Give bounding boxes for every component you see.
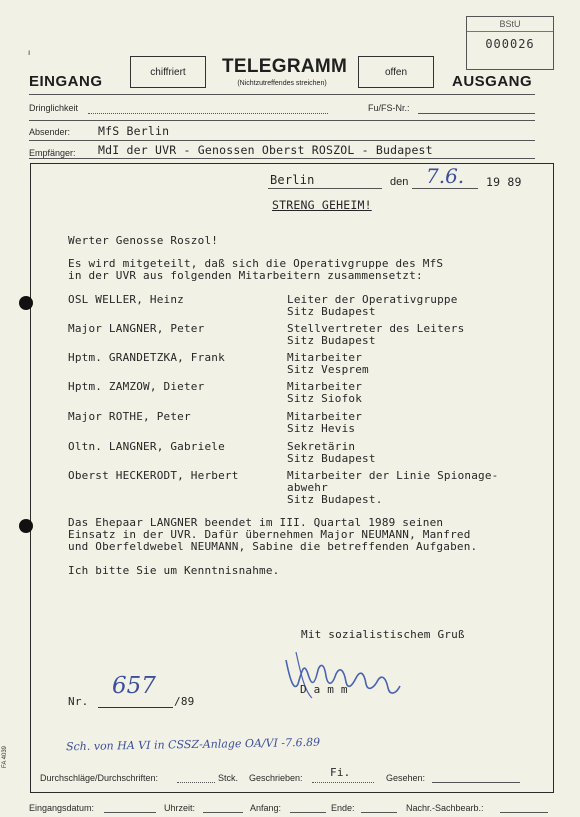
closing-request: Ich bitte Sie um Kenntnisnahme. bbox=[68, 564, 280, 577]
intro-line: Es wird mitgeteilt, daß sich die Operativgruppe des MfS bbox=[68, 257, 444, 270]
member-name: Hptm. GRANDETZKA, Frank bbox=[68, 351, 225, 364]
signature-scribble bbox=[278, 640, 408, 710]
body-line: Das Ehepaar LANGNER beendet im III. Quartal 1989 seinen bbox=[68, 516, 444, 529]
gesehen-line bbox=[432, 782, 520, 783]
nachr-line bbox=[500, 812, 548, 813]
member-location: Sitz Budapest. bbox=[287, 493, 383, 506]
nr-number: 657 bbox=[112, 673, 156, 699]
member-role: Mitarbeiter bbox=[287, 380, 363, 393]
member-location: Sitz Vesprem bbox=[287, 363, 369, 376]
intro-line: in der UVR aus folgenden Mitarbeitern zusammensetzt: bbox=[68, 269, 423, 282]
member-role: Mitarbeiter der Linie Spionage- bbox=[287, 469, 499, 482]
letter-year: 19 89 bbox=[486, 175, 522, 189]
letter-place: Berlin bbox=[270, 173, 315, 187]
member-name: Major LANGNER, Peter bbox=[68, 322, 205, 335]
absender-value: MfS Berlin bbox=[98, 124, 170, 138]
uhrzeit-line bbox=[203, 812, 243, 813]
nr-label: Nr. bbox=[68, 695, 89, 708]
absender-rule bbox=[29, 140, 535, 141]
member-location: Sitz Siofok bbox=[287, 392, 363, 405]
geschrieben-label: Geschrieben: bbox=[249, 773, 303, 783]
chiffriert-label: chiffriert bbox=[150, 66, 186, 78]
member-name: Oberst HECKERODT, Herbert bbox=[68, 469, 239, 482]
classification: STRENG GEHEIM! bbox=[272, 198, 372, 212]
punch-hole bbox=[19, 519, 33, 533]
member-role: Stellvertreter des Leiters bbox=[287, 322, 465, 335]
typist-initials: Fi. bbox=[330, 766, 351, 779]
stck-label: Stck. bbox=[218, 773, 239, 783]
member-location: Sitz Hevis bbox=[287, 422, 356, 435]
place-line bbox=[268, 188, 382, 189]
member-name: OSL WELLER, Heinz bbox=[68, 293, 184, 306]
body-line: Einsatz in der UVR. Dafür übernehmen Major NEUMANN, Manfred bbox=[68, 528, 471, 541]
fu-fs-line bbox=[418, 113, 535, 114]
ende-label: Ende: bbox=[331, 803, 355, 813]
body-line: und Oberfeldwebel NEUMANN, Sabine die betreffenden Aufgaben. bbox=[68, 540, 478, 553]
member-role: abwehr bbox=[287, 481, 328, 494]
member-location: Sitz Budapest bbox=[287, 305, 376, 318]
member-role: Leiter der Operativgruppe bbox=[287, 293, 458, 306]
salutation: Werter Genosse Roszol! bbox=[68, 234, 219, 247]
document-subtitle: (Nichtzutreffendes streichen) bbox=[237, 80, 327, 87]
nachr-label: Nachr.-Sachbearb.: bbox=[406, 803, 484, 813]
anfang-label: Anfang: bbox=[250, 803, 282, 813]
ausgang-label: AUSGANG bbox=[452, 73, 533, 90]
empfaenger-value: MdI der UVR - Genossen Oberst ROSZOL - Budapest bbox=[98, 143, 433, 157]
empfaenger-label: Empfänger: bbox=[29, 148, 76, 158]
stamp-number: 000026 bbox=[485, 37, 535, 51]
handwritten-note: Sch. von HA VI in CSSZ-Anlage OA/VI -7.6.89 bbox=[65, 735, 321, 754]
member-location: Sitz Budapest bbox=[287, 334, 376, 347]
member-role: Sekretärin bbox=[287, 440, 356, 453]
tick-mark: ı bbox=[28, 48, 31, 57]
dringlichkeit-label: Dringlichkeit bbox=[29, 103, 79, 113]
dringlichkeit-rule bbox=[29, 120, 535, 121]
member-name: Oltn. LANGNER, Gabriele bbox=[68, 440, 225, 453]
dringlichkeit-line bbox=[88, 113, 328, 114]
chiffriert-box bbox=[130, 56, 206, 88]
member-role: Mitarbeiter bbox=[287, 410, 363, 423]
punch-hole bbox=[19, 296, 33, 310]
stamp-label: BStU bbox=[467, 17, 553, 32]
form-number: FA 4039 bbox=[2, 745, 8, 768]
header-rule bbox=[29, 94, 535, 95]
gesehen-label: Gesehen: bbox=[386, 773, 426, 783]
geschrieben-line bbox=[312, 782, 374, 783]
document-title: TELEGRAMM bbox=[222, 56, 348, 77]
offen-label: offen bbox=[384, 66, 408, 78]
greeting: Mit sozialistischem Gruß bbox=[301, 628, 465, 641]
absender-label: Absender: bbox=[29, 127, 71, 137]
nr-line bbox=[98, 707, 173, 708]
eingangsdatum-label: Eingangsdatum: bbox=[29, 803, 95, 813]
fu-fs-label: Fu/FS-Nr.: bbox=[368, 103, 410, 113]
den-label: den bbox=[390, 176, 409, 188]
nr-suffix: /89 bbox=[174, 695, 195, 708]
archive-stamp bbox=[466, 16, 554, 70]
eingang-label: EINGANG bbox=[29, 73, 103, 90]
durchschlaege-line bbox=[177, 782, 215, 783]
date-line bbox=[412, 188, 478, 189]
signer-name: D a m m bbox=[300, 683, 348, 696]
letter-date: 7.6. bbox=[426, 164, 465, 188]
member-name: Major ROTHE, Peter bbox=[68, 410, 191, 423]
ende-line bbox=[361, 812, 397, 813]
empfaenger-rule bbox=[29, 158, 535, 159]
offen-box bbox=[358, 56, 434, 88]
member-name: Hptm. ZAMZOW, Dieter bbox=[68, 380, 205, 393]
anfang-line bbox=[290, 812, 326, 813]
durchschlaege-label: Durchschläge/Durchschriften: bbox=[40, 773, 159, 783]
member-role: Mitarbeiter bbox=[287, 351, 363, 364]
eingangsdatum-line bbox=[104, 812, 156, 813]
uhrzeit-label: Uhrzeit: bbox=[164, 803, 196, 813]
member-location: Sitz Budapest bbox=[287, 452, 376, 465]
